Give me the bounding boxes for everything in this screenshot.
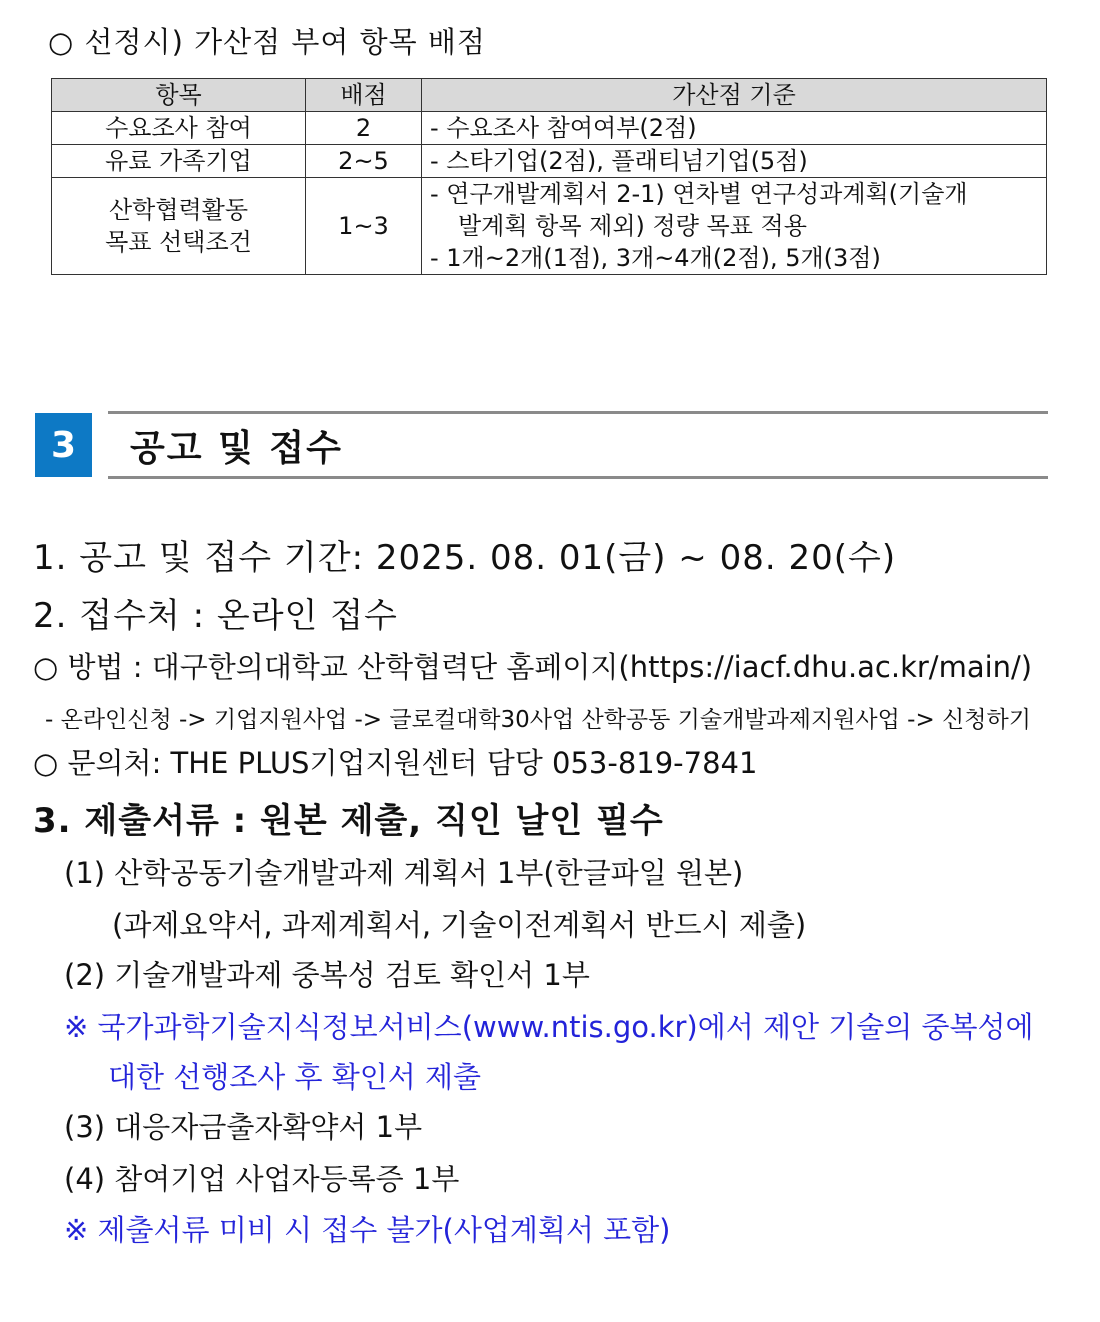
table-row: [52, 112, 1047, 145]
header-score: 배점: [306, 79, 422, 112]
row-item: 수요조사 참여: [52, 112, 306, 145]
note-ntis-line2: 대한 선행조사 후 확인서 제출: [108, 1060, 482, 1094]
method-line: ○ 방법 : 대구한의대학교 산학협력단 홈페이지(https://iacf.dhu.ac.kr/main/): [33, 650, 1033, 684]
section-top-rule: [108, 411, 1048, 414]
doc-item-4: (4) 참여기업 사업자등록증 1부: [64, 1162, 460, 1196]
row-criteria: - 수요조사 참여여부(2점): [422, 112, 1047, 145]
table-header-row: [52, 79, 1047, 112]
row-item: [52, 178, 306, 275]
doc-item-2: (2) 기술개발과제 중복성 검토 확인서 1부: [64, 958, 590, 992]
row-criteria: - 스타기업(2점), 플래티넘기업(5점): [422, 145, 1047, 178]
criteria-line: 발계획 항목 제외) 정량 목표 적용: [458, 212, 807, 240]
section-title: 공고 및 접수: [130, 428, 343, 469]
docs-title: 3. 제출서류 : 원본 제출, 직인 날인 필수: [33, 801, 664, 841]
row-item-line: 목표 선택조건: [105, 228, 252, 256]
row-score: 2~5: [306, 145, 422, 178]
row-score: 2: [306, 112, 422, 145]
table-row: [52, 178, 1047, 275]
criteria-line: - 연구개발계획서 2-1) 연차별 연구성과계획(기술개: [430, 180, 968, 208]
period-line: 1. 공고 및 접수 기간: 2025. 08. 01(금) ~ 08. 20(수): [33, 538, 897, 578]
section-bottom-rule: [108, 476, 1048, 479]
row-score: 1~3: [306, 178, 422, 275]
bonus-score-table: [51, 78, 1047, 275]
doc-item-3: (3) 대응자금출자확약서 1부: [64, 1110, 423, 1144]
place-line: 2. 접수처 : 온라인 접수: [33, 596, 398, 636]
doc-item-1: (1) 산학공동기술개발과제 계획서 1부(한글파일 원본): [64, 856, 744, 890]
contact-line: ○ 문의처: THE PLUS기업지원센터 담당 053-819-7841: [33, 746, 758, 780]
section-number-badge: 3: [35, 413, 92, 477]
criteria-line: - 1개~2개(1점), 3개~4개(2점), 5개(3점): [430, 244, 881, 272]
note-ntis-line1: ※ 국가과학기술지식정보서비스(www.ntis.go.kr)에서 제안 기술의 중복성에: [64, 1010, 1034, 1044]
header-criteria: 가산점 기준: [422, 79, 1047, 112]
row-item: 유료 가족기업: [52, 145, 306, 178]
row-criteria: [422, 178, 1047, 275]
method-path-line: - 온라인신청 -> 기업지원사업 -> 글로컬대학30사업 산학공동 기술개발과제지원사업 -> 신청하기: [45, 707, 1031, 733]
bonus-title: ○ 선정시) 가산점 부여 항목 배점: [48, 25, 486, 59]
row-item-line: 산학협력활동: [108, 196, 249, 224]
header-item: 항목: [52, 79, 306, 112]
note-incomplete: ※ 제출서류 미비 시 접수 불가(사업계획서 포함): [64, 1213, 671, 1247]
table-row: [52, 145, 1047, 178]
doc-item-1-sub: (과제요약서, 과제계획서, 기술이전계획서 반드시 제출): [112, 908, 807, 942]
